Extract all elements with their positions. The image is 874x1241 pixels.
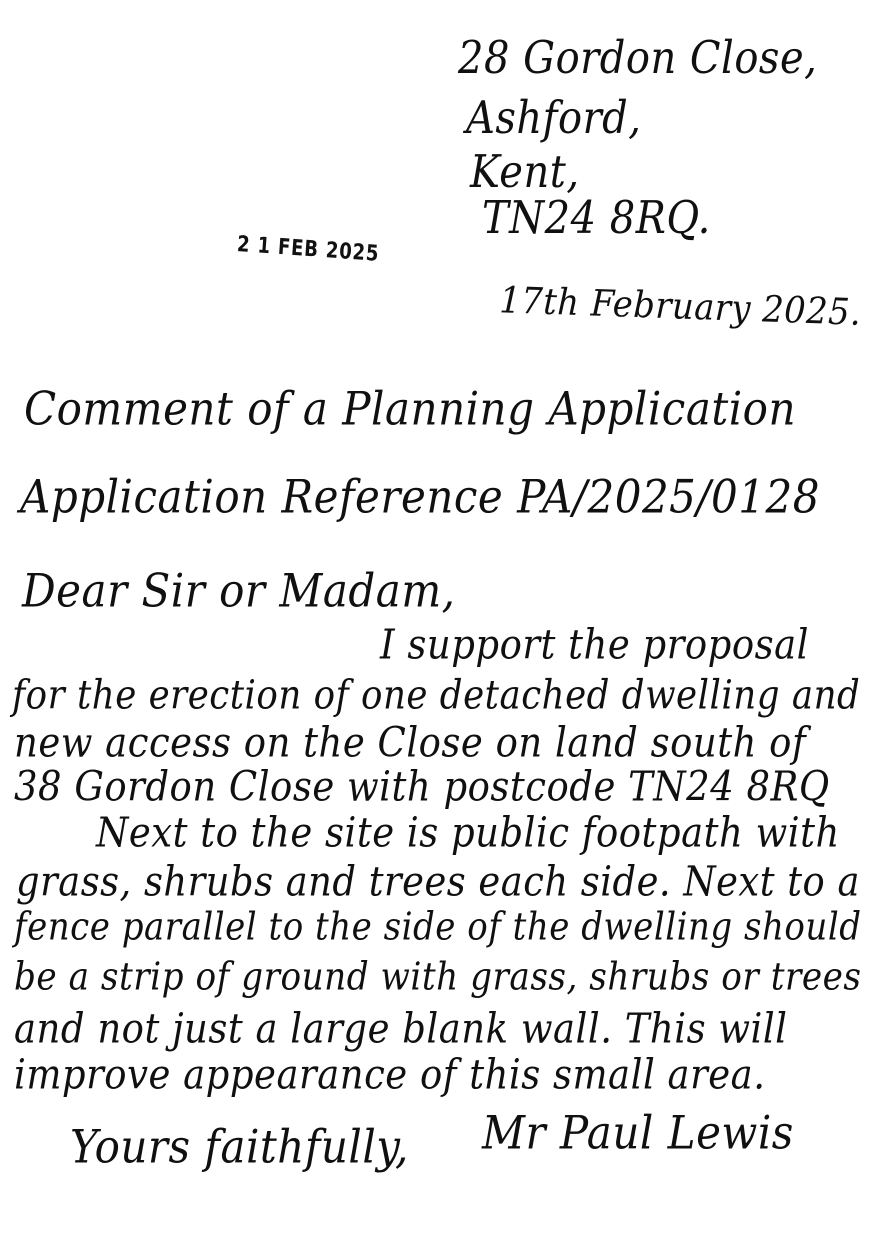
body-line: for the erection of one detached dwelling and (12, 672, 861, 719)
application-reference: Application Reference PA/2025/0128 (20, 469, 820, 524)
body-line: fence parallel to the side of the dwelling should (14, 904, 862, 950)
received-date-stamp: 2 1 FEB 2025 (236, 232, 381, 267)
address-line-2: Ashford, (466, 92, 642, 145)
body-line: and not just a large blank wall. This will (14, 1004, 788, 1053)
address-line-3: Kent, (470, 146, 580, 199)
body-line: new access on the Close on land south of (14, 718, 807, 767)
letter-date: 17th February 2025. (498, 278, 863, 334)
address-line-4: TN24 8RQ. (482, 192, 711, 245)
body-line: be a strip of ground with grass, shrubs or trees (14, 954, 862, 1000)
body-line: grass, shrubs and trees each side. Next to a (16, 857, 860, 906)
salutation: Dear Sir or Madam, (22, 563, 456, 618)
signature-name: Mr Paul Lewis (482, 1105, 794, 1160)
body-line: improve appearance of this small area. (14, 1050, 766, 1099)
body-line: Next to the site is public footpath with (96, 808, 840, 857)
body-line: 38 Gordon Close with postcode TN24 8RQ (14, 762, 830, 811)
body-line: I support the proposal (380, 620, 810, 669)
address-line-1: 28 Gordon Close, (458, 32, 818, 85)
closing: Yours faithfully, (70, 1119, 409, 1174)
letter-subject: Comment of a Planning Application (24, 381, 797, 436)
